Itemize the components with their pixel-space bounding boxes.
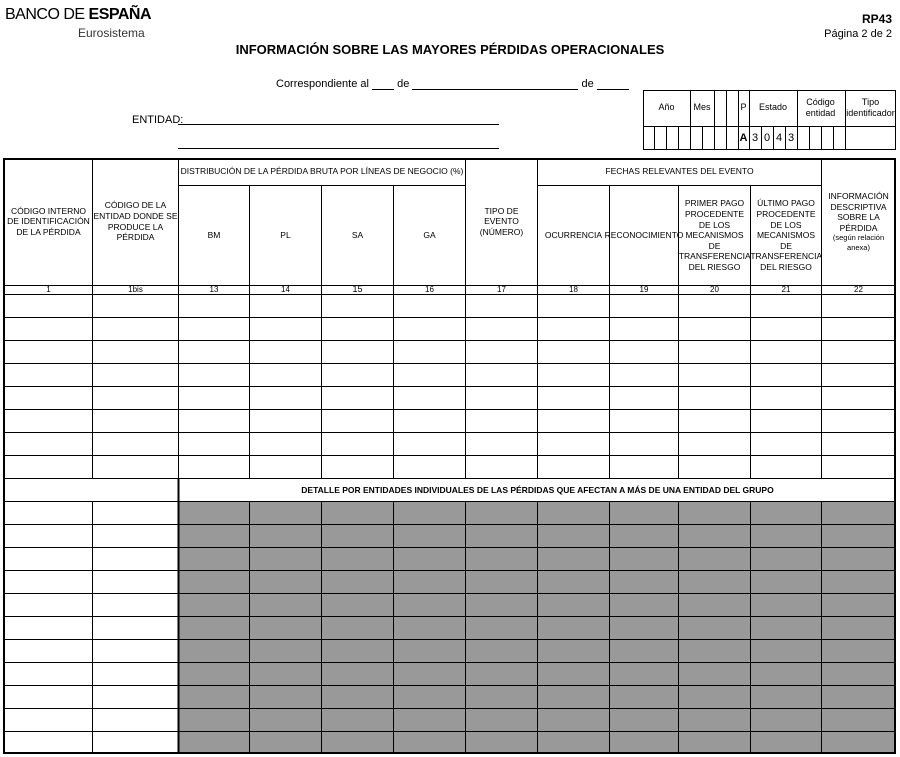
entidad-field-line-2[interactable]: [178, 148, 499, 149]
estado-label: Estado: [758, 102, 788, 113]
col-header-codigo-entidad: CÓDIGO DE LA ENTIDAD DONDE SE PRODUCE LA PÉRDIDA: [93, 200, 178, 243]
group-header-fechas: FECHAS RELEVANTES DEL EVENTO: [605, 166, 754, 177]
col-header-codigo-interno: CÓDIGO INTERNO DE IDENTIFICACIÓN DE LA PÉRDIDA: [7, 205, 90, 237]
logo-text-1: BANCO DE: [5, 6, 89, 23]
col-number: 19: [639, 285, 649, 294]
col-number: 1: [46, 285, 51, 294]
group-header-distribucion: DISTRIBUCIÓN DE LA PÉRDIDA BRUTA POR LÍNEAS DE NEGOCIO (%): [180, 166, 464, 177]
entidad-label: ENTIDAD:: [132, 114, 184, 126]
col-number: 18: [569, 285, 578, 294]
logo-subtitle: Eurosistema: [78, 26, 145, 40]
reporting-period: [276, 78, 629, 90]
logo-text-2: ESPAÑA: [88, 6, 152, 23]
col-header-bm: BM: [207, 230, 221, 241]
mes-label: Mes: [693, 102, 711, 113]
col-number: 14: [281, 285, 290, 294]
page-number: Página 2 de 2: [824, 28, 892, 40]
col-header-ocurrencia: OCURRENCIA: [544, 230, 603, 241]
day-field[interactable]: [372, 79, 394, 90]
col-number: 16: [425, 285, 434, 294]
form-code: RP43: [861, 12, 892, 26]
col-header-ultimo-pago: ÚLTIMO PAGO PROCEDENTE DE LOS MECANISMOS DE TRANSFERENCIA DEL RIESGO: [750, 198, 823, 273]
col-number: 1bis: [128, 285, 143, 294]
col-number: 13: [209, 285, 219, 294]
id-value-cell: 3: [787, 132, 795, 144]
month-field[interactable]: [412, 79, 578, 90]
period-label: Correspondiente al: [276, 78, 369, 90]
id-value-cell: A: [739, 132, 748, 144]
col-header-primer-pago: PRIMER PAGO PROCEDENTE DE LOS MECANISMOS DE TRANSFERENCIA DEL RIESGO: [678, 198, 751, 273]
p-label: P: [740, 102, 747, 113]
col-number: 22: [854, 285, 863, 294]
col-header-pl: PL: [280, 230, 291, 241]
tipo-identificador-label: Tipo identificador: [846, 96, 895, 118]
col-number: 17: [497, 285, 506, 294]
identification-box: [643, 90, 896, 150]
col-header-reconocimiento: RECONOCIMIENTO: [604, 230, 684, 241]
losses-table: [3, 158, 896, 754]
id-box-grid: [643, 90, 896, 150]
col-header-sa: SA: [351, 230, 364, 241]
page-title: INFORMACIÓN SOBRE LAS MAYORES PÉRDIDAS OPERACIONALES: [235, 42, 665, 57]
detalle-section-title: DETALLE POR ENTIDADES INDIVIDUALES DE LAS PÉRDIDAS QUE AFECTAN A MÁS DE UNA ENTIDAD DEL GRUPO: [301, 484, 774, 495]
id-value-cell: 4: [775, 132, 783, 144]
col-header-ga: GA: [423, 230, 436, 241]
logo-banco-de-espana: [5, 6, 151, 24]
col-number: 15: [352, 284, 363, 295]
col-header-informacion-text: INFORMACIÓN DESCRIPTIVA SOBRE LA PÉRDIDA: [828, 190, 889, 233]
col-header-tipo-evento: TIPO DE EVENTO (NÚMERO): [479, 205, 524, 237]
year-field[interactable]: [597, 79, 629, 90]
codigo-entidad-label: Código entidad: [805, 96, 836, 118]
entidad-field-line-1[interactable]: [178, 124, 499, 125]
period-de-1: de: [397, 78, 410, 90]
col-number: 20: [710, 285, 719, 294]
id-value-cell: 0: [763, 132, 771, 144]
col-header-informacion-note: (según relación anexa): [832, 233, 885, 252]
period-de-2: de: [581, 78, 594, 90]
col-number: 21: [781, 285, 791, 294]
col-header-informacion: [822, 158, 895, 285]
id-value-cell: 3: [751, 132, 759, 144]
ano-label: Año: [658, 102, 675, 113]
